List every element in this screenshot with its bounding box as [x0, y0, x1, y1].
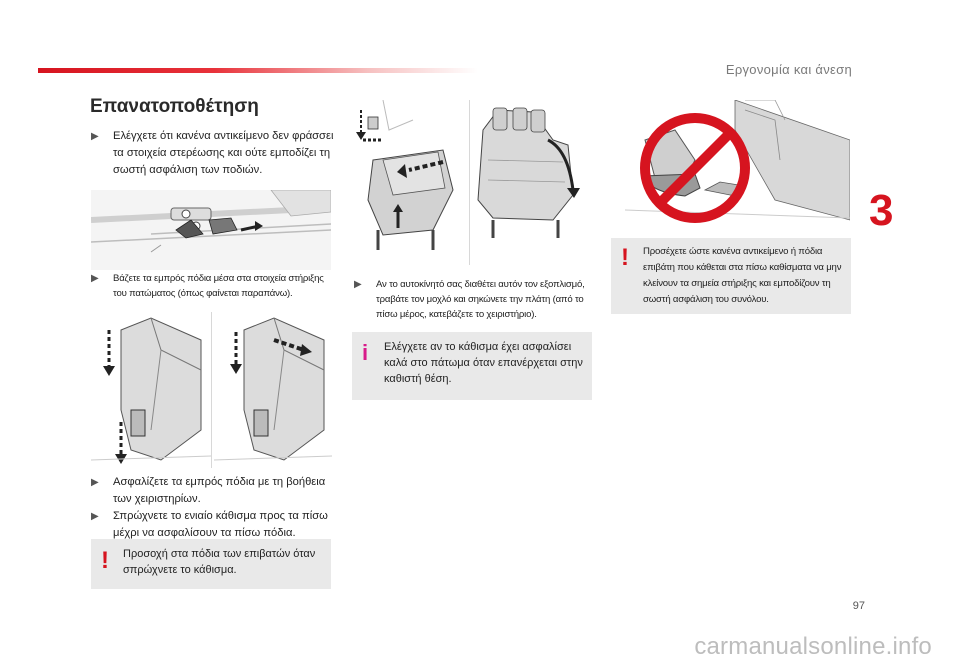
- left-bullet-2: ▶ Βάζετε τα εμπρός πόδια μέσα στα στοιχεία στήριξης του πατώματος (όπως φαίνεται παραπάνω).: [91, 273, 324, 299]
- exclamation-icon: !: [621, 244, 629, 271]
- info-icon: i: [362, 340, 369, 365]
- header-accent-bar: [38, 68, 478, 73]
- bullet-marker-icon: ▶: [91, 131, 99, 142]
- middle-info-note: i Ελέγχετε αν το κάθισμα έχει ασφαλίσει καλά στο πάτωμα όταν επανέρχεται στην καθιστή θέση.: [352, 332, 592, 400]
- left-bullet-1: ▶ Ελέγχετε ότι κανένα αντικείμενο δεν φράσσει τα στοιχεία στερέωσης και ούτε εμποδίζει τη σωστή ασφάλιση των ποδιών.: [91, 130, 334, 176]
- bullet-marker-icon: ▶: [91, 511, 99, 522]
- right-warning-note: ! Προσέχετε ώστε κανένα αντικείμενο ή πόδια επιβάτη που κάθεται στα πίσω καθίσματα να μην κλείνουν τα σημεία στήριξης και εμποδίζουν τη σωστή ασφάλιση του συνόλου.: [611, 238, 851, 314]
- left-warning-note: ! Προσοχή στα πόδια των επιβατών όταν σπρώχνετε το κάθισμα.: [91, 539, 331, 589]
- illustration-divider: [211, 312, 212, 468]
- seat-fold-illustration: [353, 100, 593, 265]
- bullet-marker-icon: ▶: [91, 273, 99, 284]
- seat-front-feet-illustration: [91, 310, 211, 470]
- watermark-text: carmanualsonline.info: [694, 633, 932, 660]
- prohibited-foot-illustration: [625, 100, 850, 236]
- chapter-title: Εργονομία και άνεση: [725, 62, 852, 77]
- left-bullet-4: ▶ Σπρώχνετε το ενιαίο κάθισμα προς τα πίσω μέχρι να ασφαλίσουν τα πίσω πόδια.: [91, 510, 328, 539]
- chapter-number: 3: [869, 186, 894, 235]
- bullet-marker-icon: ▶: [91, 477, 99, 488]
- seat-lock-illustration: [214, 310, 332, 470]
- bullet-marker-icon: ▶: [354, 279, 362, 290]
- middle-bullet-1: ▶ Αν το αυτοκίνητό σας διαθέτει αυτόν τον εξοπλισμό, τραβάτε τον μοχλό και σηκώνετε την πλάτη (από το πίσω μέρος, κατεβάζετε το χειριστήριο).: [354, 279, 585, 320]
- floor-anchor-illustration: [91, 190, 331, 270]
- exclamation-icon: !: [101, 547, 109, 574]
- section-title: Επανατοποθέτηση: [90, 96, 259, 117]
- left-bullet-3: ▶ Ασφαλίζετε τα εμπρός πόδια με τη βοήθεια των χειριστηρίων.: [91, 476, 326, 505]
- page-number: 97: [852, 600, 865, 612]
